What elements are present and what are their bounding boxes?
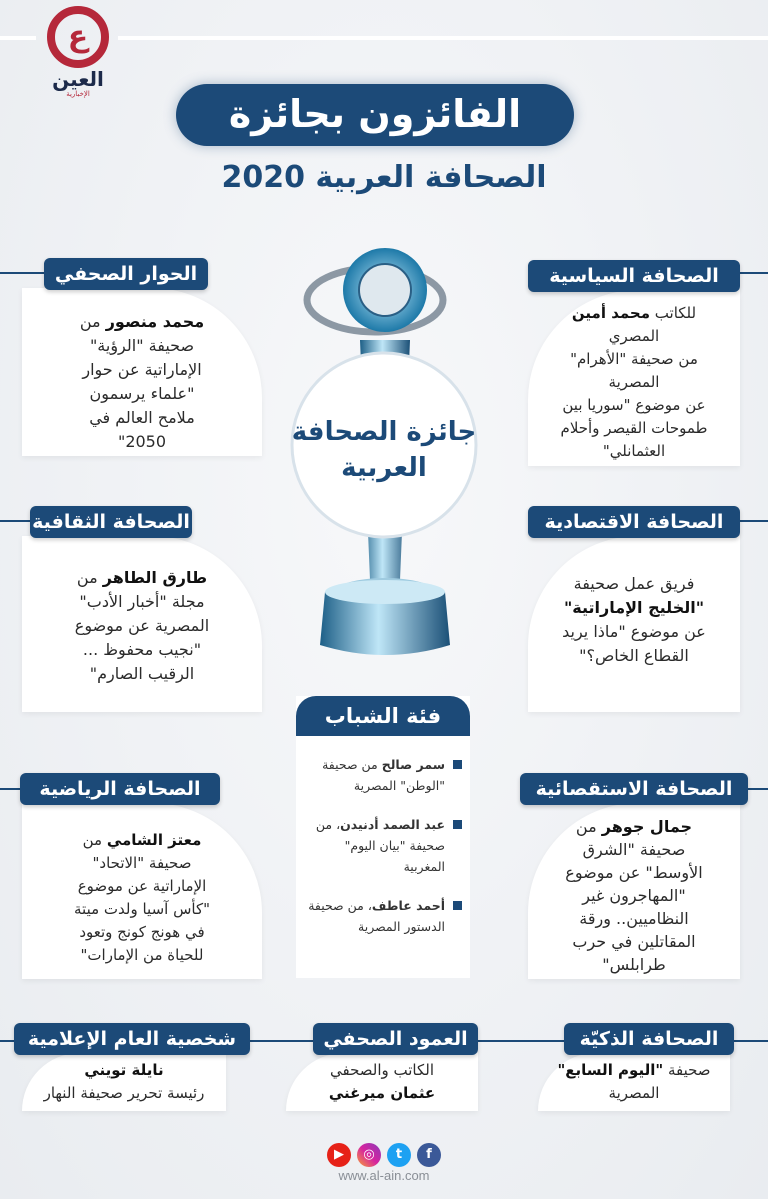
divider	[0, 36, 36, 40]
social-links	[327, 1143, 441, 1167]
category-investigative: الصحافة الاستقصائية	[520, 773, 748, 805]
logo-sub: الإخبارية	[66, 90, 90, 98]
twitter-icon[interactable]: t	[387, 1143, 411, 1167]
category-cultural: الصحافة الثقافية	[30, 506, 192, 538]
category-column: العمود الصحفي	[313, 1023, 478, 1055]
card-investigative: جمال جوهر من صحيفة "الشرق الأوسط" عن موضوع "المهاجرون غير النظاميين.. ورقة المقاتلين في حرب طرابلس"	[528, 803, 740, 979]
card-column: الكاتب والصحفي عثمان ميرغني	[286, 1053, 478, 1111]
website-link[interactable]: www.al-ain.com	[338, 1168, 430, 1183]
card-interview: محمد منصور من صحيفة "الرؤية" الإماراتية عن حوار "علماء يرسمون ملامح العالم في 2050"	[22, 288, 262, 456]
divider	[748, 788, 768, 790]
instagram-icon[interactable]: ◎	[357, 1143, 381, 1167]
trophy-illustration	[280, 240, 490, 670]
list-item: سمر صالح من صحيفة "الوطن" المصرية	[296, 754, 470, 796]
logo-name: العين	[52, 67, 104, 91]
card-personality: نايلة تويني رئيسة تحرير صحيفة النهار	[22, 1053, 226, 1111]
list-item: أحمد عاطف، من صحيفة الدستور المصرية	[296, 895, 470, 937]
youtube-icon[interactable]: ▶	[327, 1143, 351, 1167]
category-political: الصحافة السياسية	[528, 260, 740, 292]
card-economic: فريق عمل صحيفة "الخليج الإماراتية" عن موضوع "ماذا يريد القطاع الخاص؟"	[528, 536, 740, 712]
card-cultural: طارق الطاهر من مجلة "أخبار الأدب" المصرية عن موضوع "نجيب محفوظ ... الرقيب الصارم"	[22, 536, 262, 712]
category-personality: شخصية العام الإعلامية	[14, 1023, 250, 1055]
card-smart: صحيفة "اليوم السابع" المصرية	[538, 1053, 730, 1111]
category-economic: الصحافة الاقتصادية	[528, 506, 740, 538]
card-youth	[296, 696, 470, 978]
divider	[0, 788, 20, 790]
bullet-icon	[453, 820, 462, 829]
category-sports: الصحافة الرياضية	[20, 773, 220, 805]
divider	[0, 520, 30, 522]
logo-icon: ع	[47, 6, 109, 68]
card-political: للكاتب محمد أمين المصري من صحيفة "الأهرام" المصرية عن موضوع "سوريا بين طموحات القيصر وأحلام العثمانلي"	[528, 290, 740, 466]
category-youth: فئة الشباب	[296, 696, 470, 736]
category-smart: الصحافة الذكيّة	[564, 1023, 734, 1055]
page-subtitle: الصحافة العربية 2020	[221, 160, 547, 195]
card-sports: معتز الشامي من صحيفة "الاتحاد" الإماراتية عن موضوع "كأس آسيا ولدت ميتة في هونج كونج وتعود للحياة من الإمارات"	[22, 803, 262, 979]
category-interview: الحوار الصحفي	[44, 258, 208, 290]
svg-text:العربية: العربية	[341, 453, 427, 483]
divider	[118, 36, 768, 40]
bullet-icon	[453, 901, 462, 910]
divider	[740, 272, 768, 274]
page-title: الفائزون بجائزة	[176, 84, 574, 146]
divider	[740, 520, 768, 522]
facebook-icon[interactable]: f	[417, 1143, 441, 1167]
trophy-calligraphy: جائزة الصحافة	[291, 417, 477, 447]
divider	[0, 272, 44, 274]
bullet-icon	[453, 760, 462, 769]
logo	[40, 6, 116, 98]
list-item: عبد الصمد أدنيدن، من صحيفة "بيان اليوم" المغربية	[296, 814, 470, 877]
